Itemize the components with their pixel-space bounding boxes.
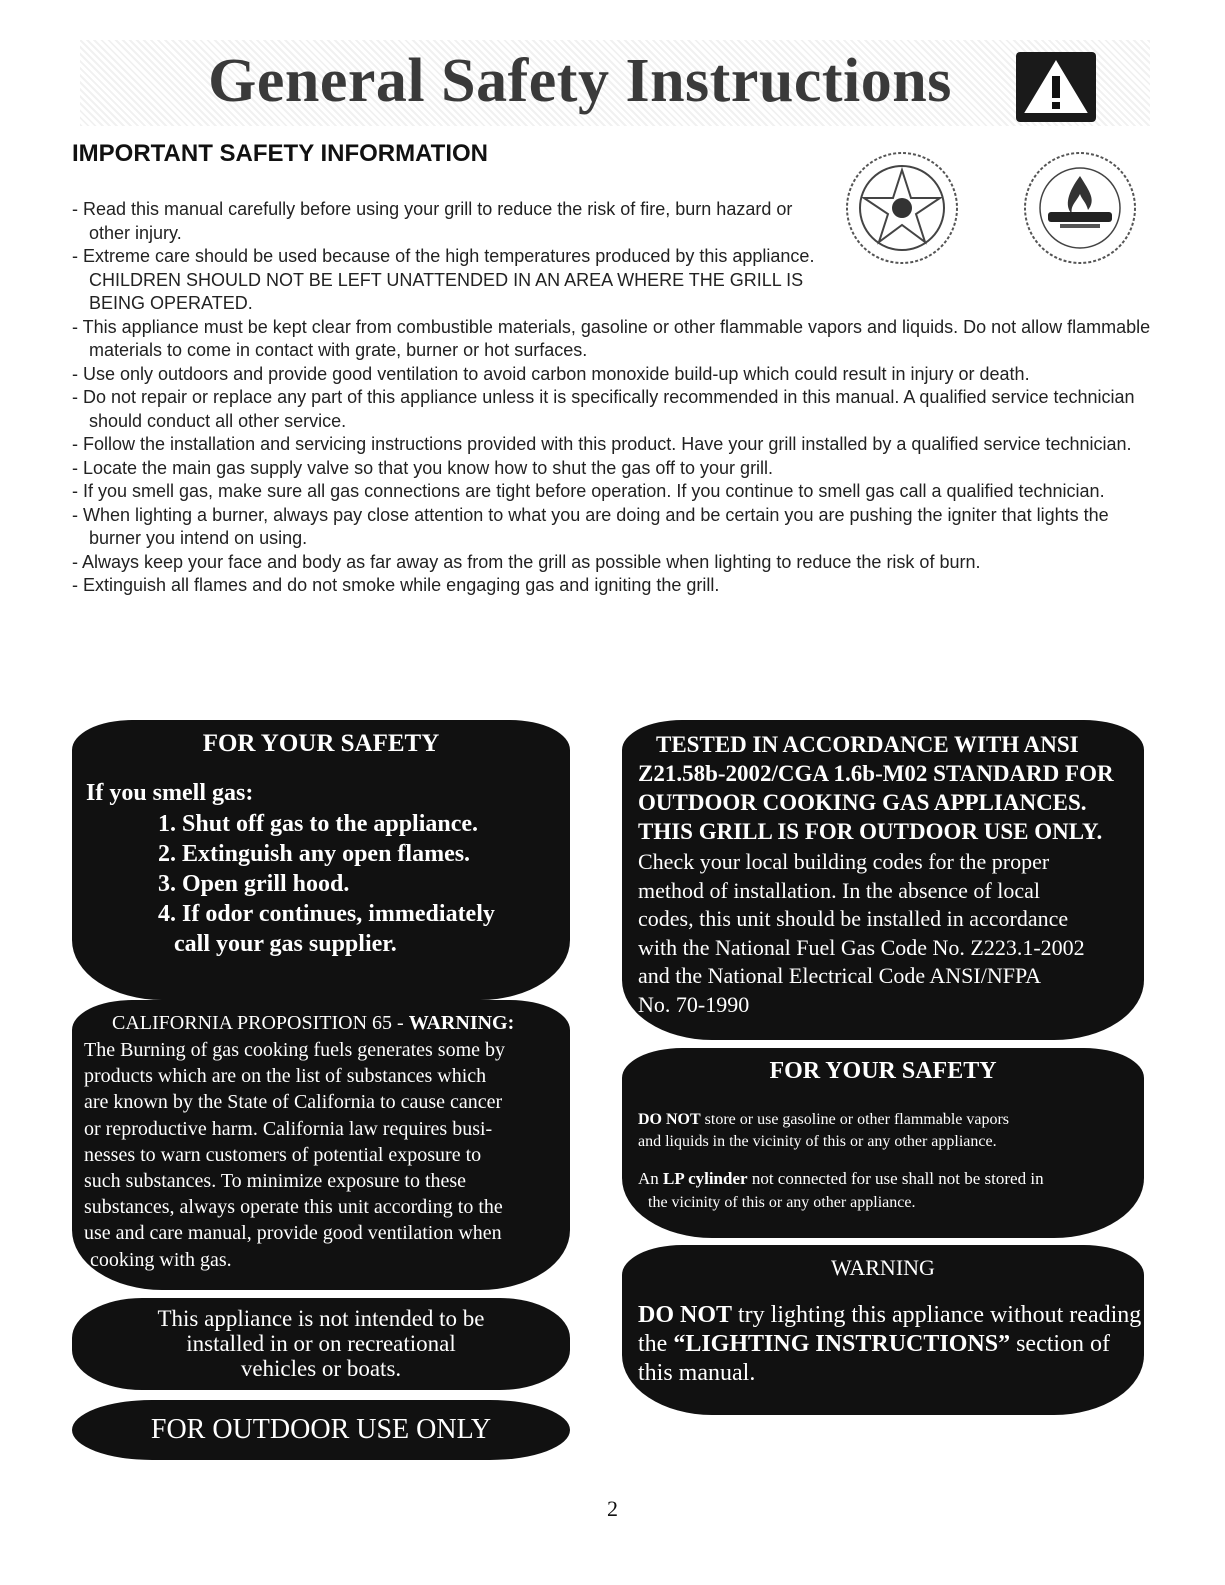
list-item: - Follow the installation and servicing instructions provided with this product. Have your grill installed by a qualified service technician. — [72, 434, 1132, 454]
do-not-label: DO NOT — [638, 1302, 733, 1328]
lp-cylinder-label: LP cylinder — [663, 1169, 748, 1188]
flammable-vapors-box — [622, 1048, 1144, 1238]
warning-text: section of — [1010, 1331, 1111, 1357]
safety-bullet-list — [72, 198, 1164, 598]
gas-step: 2. Extinguish any open flames. — [158, 841, 471, 867]
ansi-line: and the National Electrical Code ANSI/NFPA — [638, 963, 1042, 988]
vapors-text: store or use gasoline or other flammable vapors — [700, 1111, 1010, 1128]
gas-step: 1. Shut off gas to the appliance. — [158, 811, 479, 837]
prop65-line: The Burning of gas cooking fuels generates some by — [84, 1039, 506, 1061]
list-item: - Always keep your face and body as far away as from the grill as possible when lighting to reduce the risk of burn. — [72, 551, 981, 572]
section-heading: IMPORTANT SAFETY INFORMATION — [72, 140, 488, 167]
rv-notice-box — [72, 1298, 570, 1390]
vapors-box-title: FOR YOUR SAFETY — [769, 1058, 997, 1084]
prop65-line: such substances. To minimize exposure to these — [84, 1170, 467, 1193]
ansi-standard-box — [622, 720, 1144, 1040]
page-number: 2 — [607, 1496, 618, 1521]
list-item: - Use only outdoors and provide good ventilation to avoid carbon monoxide build-up which could result in injury or death. — [72, 363, 1030, 384]
gas-box-title: FOR YOUR SAFETY — [202, 730, 440, 757]
list-item: - This appliance must be kept clear from combustible materials, gasoline or other flammable vapors and liquids. Do not allow flammable materials to come in contact with grate, burner or hot surfaces. — [72, 316, 1151, 360]
rv-line: vehicles or boats. — [240, 1356, 402, 1381]
gas-step: 4. If odor continues, immediately — [158, 901, 495, 927]
warning-text: this manual. — [638, 1360, 756, 1386]
ansi-bold-line: THIS GRILL IS FOR OUTDOOR USE ONLY. — [638, 819, 1103, 844]
gas-step: 3. Open grill hood. — [158, 871, 350, 897]
prop65-line: or reproductive harm. California law requires busi- — [84, 1117, 493, 1140]
outdoor-use-box — [72, 1400, 570, 1460]
prop65-line: substances, always operate this unit according to the — [84, 1196, 503, 1219]
warning-text: try lighting this appliance without reading — [732, 1302, 1142, 1328]
prop65-line: are known by the State of California to cause cancer — [84, 1091, 503, 1114]
lp-text: An — [638, 1169, 664, 1188]
list-item: - If you smell gas, make sure all gas connections are tight before operation. If you continue to smell gas call a qualified technician. — [72, 481, 1105, 501]
rv-line: installed in or on recreational — [186, 1331, 456, 1356]
prop65-title: CALIFORNIA PROPOSITION 65 - — [112, 1012, 409, 1034]
prop65-warning-label: WARNING: — [408, 1012, 515, 1034]
ansi-line: codes, this unit should be installed in accordance — [638, 906, 1069, 931]
list-item: - Locate the main gas supply valve so that you know how to shut the gas off to your grill. — [72, 457, 774, 478]
ansi-bold-line: Z21.58b-2002/CGA 1.6b-M02 STANDARD FOR — [638, 761, 1114, 786]
ansi-bold-line: OUTDOOR COOKING GAS APPLIANCES. — [638, 790, 1087, 815]
lighting-instructions-label: “LIGHTING INSTRUCTIONS” — [673, 1331, 1011, 1357]
ansi-line: No. 70-1990 — [638, 991, 750, 1017]
lp-text: not connected for use shall not be stored in — [747, 1169, 1044, 1188]
list-item: - Extreme care should be used because of the high temperatures produced by this appliance. CHILDREN SHOULD NOT BE LEFT UNATTENDED IN AN AREA WHERE THE GRILL IS BEING OPERATED. — [72, 246, 815, 313]
ansi-bold-line: TESTED IN ACCORDANCE WITH ANSI — [656, 732, 1079, 757]
title-banner — [80, 40, 1150, 126]
outdoor-use-text: FOR OUTDOOR USE ONLY — [150, 1414, 492, 1445]
gas-step: call your gas supplier. — [174, 931, 397, 957]
rv-line: This appliance is not intended to be — [157, 1306, 485, 1331]
lighting-warning-box — [622, 1245, 1144, 1415]
gas-box-intro: If you smell gas: — [86, 780, 254, 806]
list-item: - Read this manual carefully before using your grill to reduce the risk of fire, burn hazard or other injury. — [72, 199, 793, 243]
warning-text: the — [638, 1331, 674, 1357]
prop65-line: nesses to warn customers of potential exposure to — [84, 1143, 482, 1166]
gas-safety-box — [72, 720, 570, 1000]
vapors-text: and liquids in the vicinity of this or any other appliance. — [638, 1133, 997, 1150]
ansi-line: Check your local building codes for the proper — [638, 849, 1050, 874]
prop65-line: use and care manual, provide good ventilation when — [84, 1222, 502, 1245]
exclamation-warning-icon — [1016, 52, 1096, 122]
ansi-line: with the National Fuel Gas Code No. Z223.1-2002 — [638, 934, 1085, 960]
do-not-label: DO NOT — [638, 1111, 701, 1128]
ansi-line: method of installation. In the absence of local — [638, 877, 1040, 903]
prop65-line: products which are on the list of substances which — [84, 1065, 487, 1088]
list-item: - When lighting a burner, always pay close attention to what you are doing and be certain you are pushing the igniter that lights the burner you intend on using. — [72, 504, 1109, 548]
prop65-line: cooking with gas. — [90, 1248, 232, 1271]
page-title: General Safety Instructions — [208, 47, 952, 115]
lp-text: the vicinity of this or any other appliance. — [648, 1194, 916, 1211]
warning-title: WARNING — [831, 1255, 935, 1280]
california-prop65-box — [72, 1000, 570, 1290]
list-item: - Extinguish all flames and do not smoke while engaging gas and igniting the grill. — [72, 575, 720, 595]
list-item: - Do not repair or replace any part of this appliance unless it is specifically recommended in this manual. A qualified service technician should conduct all other service. — [72, 387, 1135, 431]
